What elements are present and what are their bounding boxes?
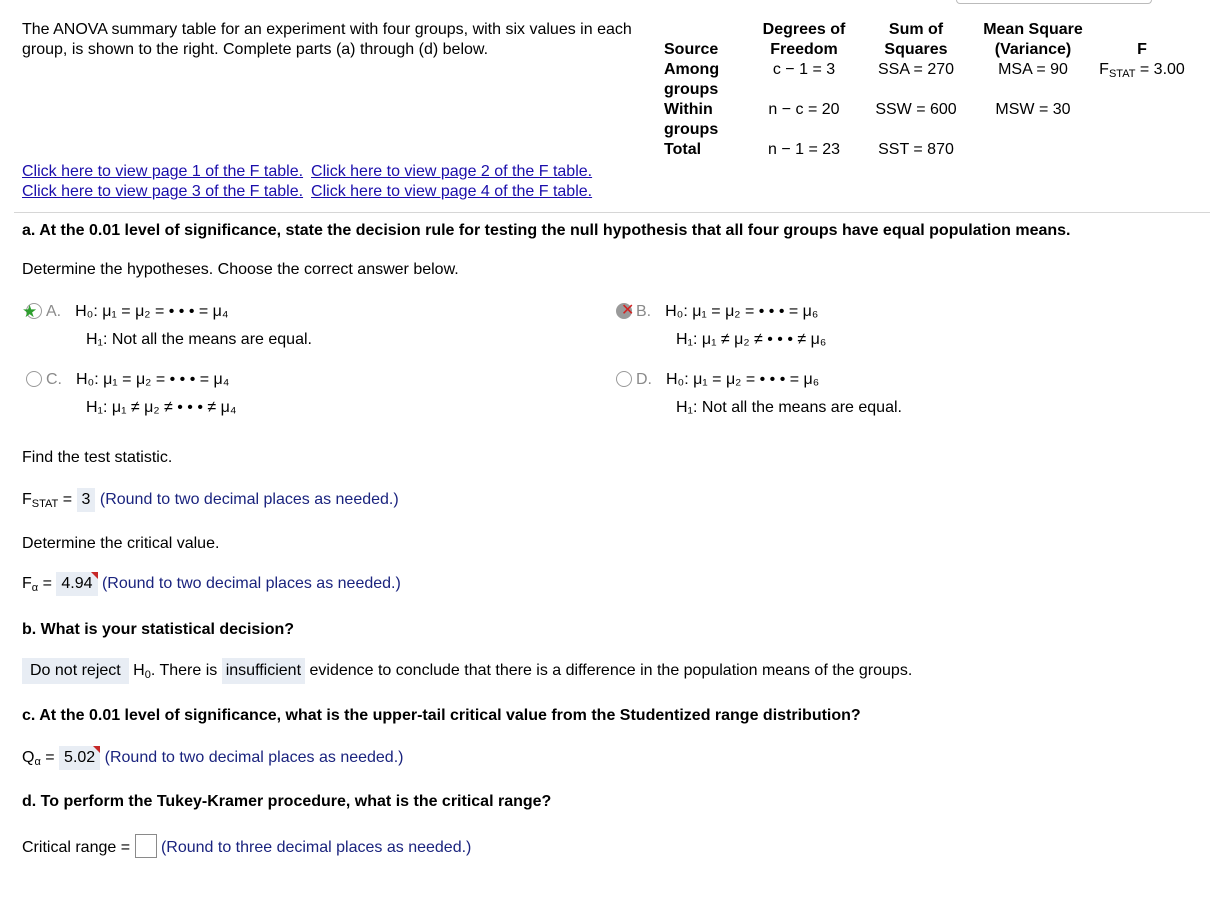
header-f: F xyxy=(1137,41,1147,58)
test-stat-label: $F_{STAT}$ = xyxy=(22,491,77,510)
table-header-row xyxy=(664,20,1192,60)
option-letter: D. xyxy=(636,371,652,388)
decision-dropdown[interactable]: Do not reject xyxy=(22,658,129,684)
row-source: Among groups xyxy=(664,61,720,98)
row-ss: SST = 870 xyxy=(878,141,954,158)
part-b-text-2: evidence to conclude that there is a difference in the population means of the groups. xyxy=(309,662,913,679)
part-c-row xyxy=(22,746,403,770)
radio-button[interactable] xyxy=(616,371,632,387)
row-ss: SSW = 600 xyxy=(875,101,957,118)
row-ms: MSW = 30 xyxy=(995,101,1071,118)
star-icon: ★ xyxy=(22,302,38,321)
f-table-page-2-link[interactable]: Click here to view page 2 of the F table. xyxy=(311,163,593,180)
row-f xyxy=(1092,140,1192,160)
divider xyxy=(14,212,1210,213)
evidence-dropdown[interactable]: insufficient xyxy=(222,658,305,684)
header-ms: Mean Square (Variance) xyxy=(983,21,1083,58)
q-alpha-hint: (Round to two decimal places as needed.) xyxy=(104,749,404,766)
test-stat-answer[interactable]: 3 xyxy=(77,488,96,512)
row-df: n − c = 20 xyxy=(768,101,840,118)
critical-label: $F_\alpha$ = xyxy=(22,575,57,594)
option-letter: B. xyxy=(636,303,652,320)
critical-range-label: Critical range = xyxy=(22,839,131,856)
test-stat-prompt: Find the test statistic. xyxy=(22,449,173,466)
critical-answer[interactable]: 4.94 xyxy=(56,572,97,596)
radio-button[interactable] xyxy=(26,371,42,387)
row-df: c − 1 = 3 xyxy=(772,61,836,78)
option-h0: H₀: μ₁ = μ₂ = • • • = μ₆ xyxy=(665,303,819,320)
x-mark-icon: ✕ xyxy=(621,302,635,319)
row-source: Within groups xyxy=(664,101,719,138)
option-c[interactable] xyxy=(26,366,236,422)
option-letter: A. xyxy=(46,303,62,320)
header-df: Degrees of Freedom xyxy=(762,21,846,58)
option-h0: H₀: μ₁ = μ₂ = • • • = μ₄ xyxy=(76,371,230,388)
part-b-question: b. What is your statistical decision? xyxy=(22,621,295,638)
option-h0: H₀: μ₁ = μ₂ = • • • = μ₆ xyxy=(666,371,820,388)
part-a-question: a. At the 0.01 level of significance, state the decision rule for testing the null hypothesis that all four groups have equal population means. xyxy=(22,222,1071,239)
radio-button[interactable] xyxy=(22,302,42,321)
f-table-page-4-link[interactable]: Click here to view page 4 of the F table. xyxy=(311,183,593,200)
part-c-question: c. At the 0.01 level of significance, what is the upper-tail critical value from the Studentized range distribution? xyxy=(22,707,861,724)
part-d-row xyxy=(22,834,471,858)
part-b-text-1: . There is xyxy=(150,662,218,679)
problem-intro: The ANOVA summary table for an experiment with four groups, with six values in each group, is shown to the right. Complete parts (a) through (d) below. xyxy=(22,21,632,58)
row-f xyxy=(1092,100,1192,140)
h0-label: $H_0$ xyxy=(133,662,151,681)
part-d-question: d. To perform the Tukey-Kramer procedure, what is the critical range? xyxy=(22,793,552,810)
table-row xyxy=(664,140,1192,160)
row-ms: MSA = 90 xyxy=(998,61,1068,78)
option-h1: H₁: μ₁ ≠ μ₂ ≠ • • • ≠ μ₄ xyxy=(86,399,237,416)
f-table-links xyxy=(22,162,600,202)
table-row xyxy=(664,60,1192,100)
row-ms xyxy=(974,140,1092,160)
option-b[interactable] xyxy=(616,298,826,354)
q-alpha-label: $Q_\alpha$ = xyxy=(22,749,60,768)
row-f: $F_{STAT} = 3.00$ xyxy=(1099,61,1185,80)
table-row xyxy=(664,100,1192,140)
critical-prompt: Determine the critical value. xyxy=(22,535,220,552)
row-ss: SSA = 270 xyxy=(877,61,955,78)
critical-hint: (Round to two decimal places as needed.) xyxy=(101,575,401,592)
test-stat-hint: (Round to two decimal places as needed.) xyxy=(99,491,399,508)
top-tab xyxy=(956,0,1152,4)
header-source: Source xyxy=(664,41,719,58)
option-h1: H₁: Not all the means are equal. xyxy=(86,331,312,348)
critical-range-hint: (Round to three decimal places as needed.) xyxy=(160,839,472,856)
radio-button[interactable] xyxy=(616,302,635,319)
critical-range-input[interactable] xyxy=(135,834,157,858)
f-table-page-1-link[interactable]: Click here to view page 1 of the F table. xyxy=(22,163,304,180)
option-h1: H₁: Not all the means are equal. xyxy=(676,399,902,416)
option-d[interactable] xyxy=(616,366,902,422)
critical-row xyxy=(22,572,401,596)
anova-table xyxy=(664,20,1192,160)
q-alpha-answer[interactable]: 5.02 xyxy=(59,746,100,770)
row-source: Total xyxy=(664,141,702,158)
part-b-answer-row xyxy=(22,658,912,684)
part-a-instruction: Determine the hypotheses. Choose the correct answer below. xyxy=(22,261,459,278)
header-ss: Sum of Squares xyxy=(884,21,948,58)
f-table-page-3-link[interactable]: Click here to view page 3 of the F table. xyxy=(22,183,304,200)
option-letter: C. xyxy=(46,371,62,388)
option-h1: H₁: μ₁ ≠ μ₂ ≠ • • • ≠ μ₆ xyxy=(676,331,827,348)
option-a[interactable] xyxy=(22,298,312,354)
row-df: n − 1 = 23 xyxy=(767,141,841,158)
option-h0: H₀: μ₁ = μ₂ = • • • = μ₄ xyxy=(75,303,229,320)
test-stat-row xyxy=(22,488,399,512)
